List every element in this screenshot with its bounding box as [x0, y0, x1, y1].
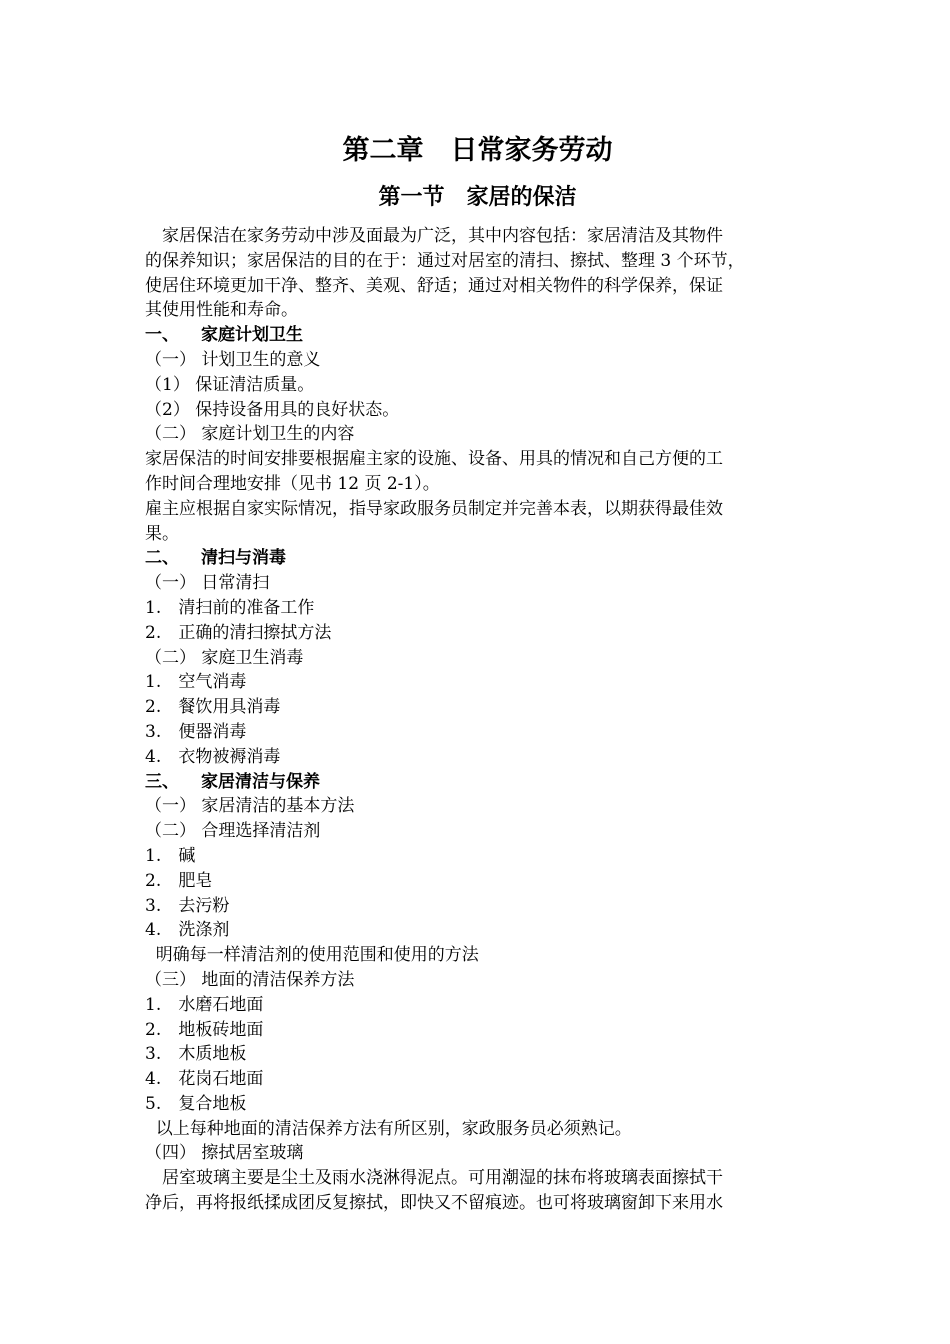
list-text: 便器消毒	[178, 721, 247, 742]
note-line: 明确每一样清洁剂的使用范围和使用的方法	[145, 945, 479, 966]
list-text: 餐饮用具消毒	[178, 697, 281, 718]
intro-line: 其使用性能和寿命。	[145, 300, 298, 321]
document-body	[145, 128, 810, 1216]
list-text: 衣物被褥消毒	[178, 746, 281, 767]
list-number: 4.	[145, 1069, 162, 1090]
heading-text: 家庭计划卫生	[201, 325, 303, 346]
subheading: （二） 家庭计划卫生的内容	[145, 424, 355, 445]
subheading: （二） 合理选择清洁剂	[145, 821, 321, 842]
list-number: 1.	[145, 994, 162, 1015]
subheading: （二） 家庭卫生消毒	[145, 647, 304, 668]
heading-number: 一、	[145, 325, 179, 346]
list-item	[145, 918, 810, 943]
list-number: 5.	[145, 1093, 162, 1114]
heading-3	[145, 770, 810, 795]
intro-line: 使居住环境更加干净、整齐、美观、舒适；通过对相关物件的科学保养，保证	[145, 275, 723, 296]
list-item	[145, 1018, 810, 1043]
list-item	[145, 993, 810, 1018]
list-text: 保证清洁质量。	[195, 374, 315, 395]
list-item	[145, 695, 810, 720]
heading-2	[145, 546, 810, 571]
list-item	[145, 670, 810, 695]
subheading: （四） 擦拭居室玻璃	[145, 1143, 304, 1164]
list-text: 复合地板	[178, 1093, 247, 1114]
list-number: 2.	[145, 870, 162, 891]
list-number: 2.	[145, 1019, 162, 1040]
heading-text: 清扫与消毒	[201, 548, 286, 569]
list-item	[145, 373, 810, 398]
list-number: （1）	[145, 374, 190, 395]
section-title: 第一节 家居的保洁	[378, 185, 577, 210]
list-text: 保持设备用具的良好状态。	[195, 399, 400, 420]
list-number: （2）	[145, 399, 190, 420]
list-text: 清扫前的准备工作	[178, 597, 315, 618]
list-text: 去污粉	[178, 895, 230, 916]
paragraph-line: 雇主应根据自家实际情况，指导家政服务员制定并完善本表，以期获得最佳效	[145, 498, 723, 519]
list-item	[145, 596, 810, 621]
list-number: 1.	[145, 597, 162, 618]
list-text: 地板砖地面	[178, 1019, 264, 1040]
list-item	[145, 1042, 810, 1067]
heading-number: 三、	[145, 771, 179, 792]
paragraph-line: 家居保洁的时间安排要根据雇主家的设施、设备、用具的情况和自己方便的工	[145, 449, 723, 470]
list-text: 正确的清扫擦拭方法	[178, 622, 332, 643]
list-item	[145, 720, 810, 745]
subheading: （一） 日常清扫	[145, 573, 270, 594]
list-text: 空气消毒	[178, 672, 247, 693]
intro-line: 的保养知识；家居保洁的目的在于：通过对居室的清扫、擦拭、整理 3 个环节，	[145, 250, 745, 271]
heading-1	[145, 323, 810, 348]
list-item	[145, 621, 810, 646]
subheading: （三） 地面的清洁保养方法	[145, 969, 355, 990]
intro-line: 家居保洁在家务劳动中涉及面最为广泛，其中内容包括：家居清洁及其物件	[145, 226, 723, 246]
list-number: 3.	[145, 1044, 162, 1065]
paragraph-line: 居室玻璃主要是尘土及雨水浇淋得泥点。可用潮湿的抹布将玻璃表面擦拭干	[145, 1168, 723, 1189]
list-number: 3.	[145, 895, 162, 916]
list-number: 2.	[145, 622, 162, 643]
list-number: 1.	[145, 672, 162, 693]
heading-number: 二、	[145, 548, 179, 569]
list-item	[145, 894, 810, 919]
intro-paragraph	[145, 224, 810, 323]
list-item	[145, 869, 810, 894]
subheading: （一） 计划卫生的意义	[145, 349, 321, 370]
list-item	[145, 745, 810, 770]
list-text: 碱	[178, 845, 196, 866]
list-text: 水磨石地面	[178, 994, 264, 1015]
paragraph-line: 净后，再将报纸揉成团反复擦拭，即快又不留痕迹。也可将玻璃窗卸下来用水	[145, 1193, 723, 1214]
note-line: 以上每种地面的清洁保养方法有所区别，家政服务员必须熟记。	[145, 1118, 632, 1139]
heading-text: 家居清洁与保养	[201, 771, 320, 792]
list-text: 木质地板	[178, 1044, 247, 1065]
list-item	[145, 398, 810, 423]
list-number: 4.	[145, 920, 162, 941]
subheading: （一） 家居清洁的基本方法	[145, 796, 355, 817]
list-text: 肥皂	[178, 870, 213, 891]
list-number: 4.	[145, 746, 162, 767]
list-number: 1.	[145, 845, 162, 866]
paragraph-line: 果。	[145, 523, 179, 544]
list-number: 3.	[145, 721, 162, 742]
list-number: 2.	[145, 697, 162, 718]
list-text: 花岗石地面	[178, 1069, 264, 1090]
list-item	[145, 1067, 810, 1092]
chapter-title: 第二章 日常家务劳动	[342, 135, 613, 166]
list-item	[145, 1092, 810, 1117]
paragraph-line: 作时间合理地安排（见书 12 页 2-1）。	[145, 473, 440, 494]
list-text: 洗涤剂	[178, 920, 230, 941]
list-item	[145, 844, 810, 869]
